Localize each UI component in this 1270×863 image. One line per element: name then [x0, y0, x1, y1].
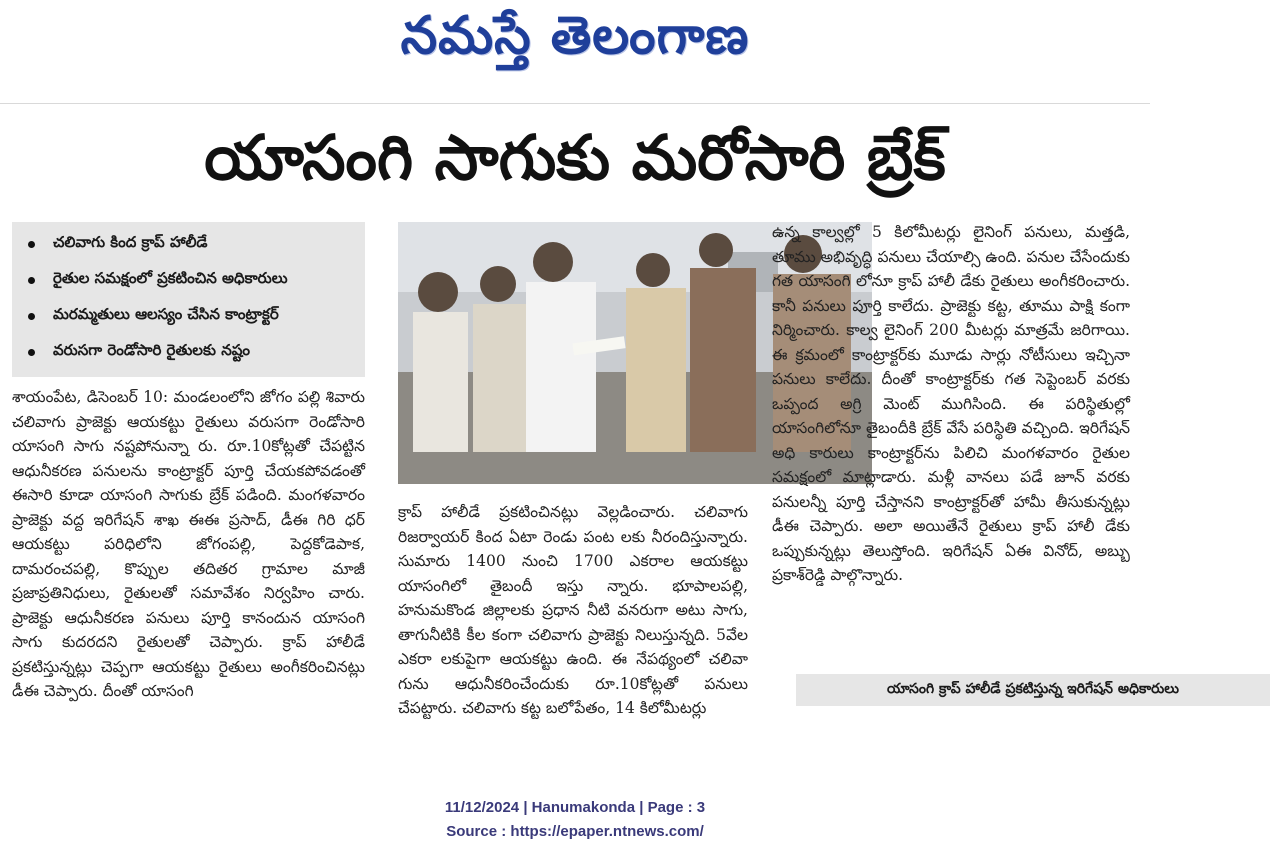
bullet-icon — [28, 241, 35, 248]
bullet-icon — [28, 313, 35, 320]
masthead-logo: నమస్తే తెలంగాణ — [400, 6, 750, 66]
highlight-item: వరుసగా రెండోసారి రైతులకు నష్టం — [12, 334, 365, 370]
bullet-icon — [28, 277, 35, 284]
page-footer — [0, 796, 1150, 844]
masthead — [0, 0, 1150, 100]
headline: యాసంగి సాగుకు మరోసారి బ్రేక్ — [204, 121, 946, 194]
highlights-box — [12, 222, 365, 377]
article-column-2: క్రాప్ హాలీడే ప్రకటించినట్లు వెల్లడించారు. చలివాగు రిజర్వాయర్ కింద ఏటా రెండు పంట లకు నీరందిస్తున్నారు. సుమారు 1400 నుంచి 1700 ఎకరాల ఆయకట్టు యాసంగిలో తైబందీ ఇస్తు న్నారు. భూపాలపల్లి, హనుమకొండ జిల్లాలకు ప్రధాన నీటి వనరుగా అటు సాగు, తాగునీటికి కీల కంగా చలివాగు ప్రాజెక్టు నిలుస్తున్నది. 5వేల ఎకరా లకుపైగా ఆయకట్టు ఉంది. ఈ నేపథ్యంలో చలివా గును ఆధునీకరించేందుకు రూ.10కోట్లతో పనులు చేపట్టారు. చలివాగు కట్ట బలోపేతం, 14 కిలోమీటర్లు — [398, 503, 748, 717]
footer-source: Source : https://epaper.ntnews.com/ — [446, 823, 704, 840]
highlight-item: చలివాగు కింద క్రాప్ హాలీడే — [12, 226, 365, 262]
article-column-3: ఉన్న కాల్వల్లో 5 కిలోమీటర్లు లైనింగ్ పనులు, మత్తడి, తూము అభివృద్ధి పనులు చేయాల్సి ఉంది. పనుల చేసేందుకు గత యాసంగి లోనూ క్రాప్ హాలీ డేకు రైతులు అంగీకరించారు. కానీ పనులు పూర్తి కాలేదు. ప్రాజెక్టు కట్ట, తూము పాక్షి కంగా నిర్మించారు. కాల్వ లైనింగ్ 200 మీటర్లు మాత్రమే జరిగాయి. ఈ క్రమంలో కాంట్రాక్టర్‌కు మూడు సార్లు నోటీసులు ఇచ్చినా పనులు కాలేదు. దీంతో కాంట్రాక్టర్‌కు గత సెప్టెంబర్ వరకు ఒప్పంద అగ్రి మెంట్ ముగిసింది. ఈ పరిస్థితుల్లో యాసంగిలోనూ తైబందీకి బ్రేక్ వేసే పరిస్థితి వచ్చింది. ఇరిగేషన్ అధి కారులు కాంట్రాక్టర్‌ను పిలిచి మంగళవారం రైతుల సమక్షంలో మాట్లాడారు. మళ్లీ వానలు పడే జూన్ వరకు పనులన్నీ పూర్తి చేస్తానని కాంట్రాక్టర్‌తో హామీ తీసుకున్నట్లు డీఈ చెప్పారు. అలా అయితేనే రైతులు క్రాప్ హాలీ డేకు ఒప్పుకున్నట్లు తెలుస్తోంది. ఇరిగేషన్ ఏఈ వినోద్, అబ్బు ప్రకాశ్‌రెడ్డి పాల్గొన్నారు. — [772, 223, 1130, 584]
highlight-item: రైతుల సమక్షంలో ప్రకటించిన అధికారులు — [12, 262, 365, 298]
article-column-1: శాయంపేట, డిసెంబర్ 10: మండలంలోని జోగం పల్లి శివారు చలివాగు ప్రాజెక్టు ఆయకట్టు రైతులు వరుసగా రెండోసారి యాసంగి సాగు నష్టపోనున్నా రు. రూ.10కోట్లతో చేపట్టిన ఆధునీకరణ పనులను కాంట్రాక్టర్ పూర్తి చేయకపోవడంతో ఈసారి కూడా యాసంగి సాగుకు బ్రేక్ పడింది. మంగళవారం ప్రాజెక్టు వద్ద ఇరిగేషన్ శాఖ ఈఈ ప్రసాద్, డీఈ గిరి ధర్ ఆయకట్టు పరిధిలోని జోగంపల్లి, పెద్దకోడెపాక, దామరంచపల్లి, కొప్పుల తదితర గ్రామాల మాజీ ప్రజాప్రతినిధులు, రైతులతో సమావేశం నిర్వహిం చారు. ప్రాజెక్టు ఆధునీకరణ పనులు పూర్తి కానందున యాసంగి సాగు కుదరదని రైతులతో చెప్పారు. క్రాప్ హాలీడే ప్రకటిస్తున్నట్లు చెప్పగా ఆయకట్టు రైతులు అంగీకరించినట్లు డీఈ చెప్పారు. దీంతో యాసంగి — [12, 388, 365, 700]
bullet-icon — [28, 349, 35, 356]
photo-caption: యాసంగి క్రాప్ హాలీడే ప్రకటిస్తున్న ఇరిగేషన్ అధికారులు — [796, 674, 1270, 706]
divider — [0, 103, 1150, 104]
footer-date-edition: 11/12/2024 | Hanumakonda | Page : 3 — [444, 799, 706, 816]
highlight-item: మరమ్మతులు ఆలస్యం చేసిన కాంట్రాక్టర్ — [12, 298, 365, 334]
